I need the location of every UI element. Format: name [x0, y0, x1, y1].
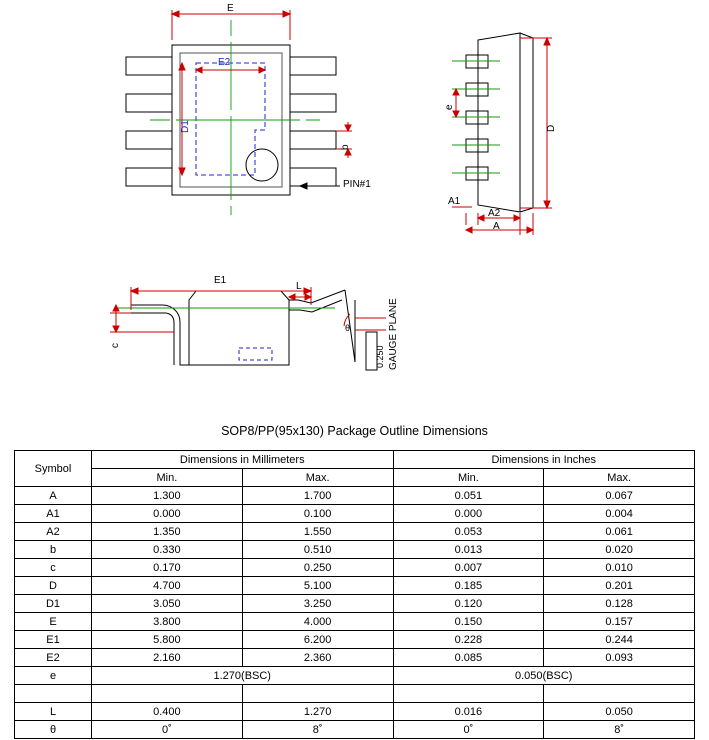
cell-mm-max: 5.100 — [242, 577, 393, 595]
label-e: e — [444, 104, 455, 110]
table-row — [15, 595, 695, 613]
cell-in-min: 0.228 — [393, 631, 544, 649]
cell-symbol: b — [15, 541, 92, 559]
dim-b — [336, 122, 352, 158]
cell-symbol: D1 — [15, 595, 92, 613]
header-mm-min: Min. — [92, 469, 243, 487]
cell-mm-min — [92, 685, 243, 703]
cell-mm-min: 1.300 — [92, 487, 243, 505]
dim-D — [520, 38, 552, 208]
cell-in-max: 0.244 — [544, 631, 695, 649]
cell-in-min: 0.013 — [393, 541, 544, 559]
front-view-hidden-edges — [239, 348, 272, 360]
cell-mm-max: 4.000 — [242, 613, 393, 631]
cell-mm-min: 1.350 — [92, 523, 243, 541]
cell-mm-max: 1.550 — [242, 523, 393, 541]
label-gauge-plane: GAUGE PLANE — [388, 298, 399, 370]
cell-in-min: 0.051 — [393, 487, 544, 505]
table-row — [15, 523, 695, 541]
label-pin1: PIN#1 — [343, 179, 371, 190]
dim-e — [453, 89, 459, 117]
pin1-marker — [246, 149, 278, 181]
dim-E1 — [131, 287, 311, 310]
label-E: E — [227, 3, 234, 14]
cell-symbol: E1 — [15, 631, 92, 649]
cell-in-max — [544, 685, 695, 703]
cell-mm-min: 0˚ — [92, 721, 243, 739]
table-row — [15, 505, 695, 523]
cell-mm-min: 0.170 — [92, 559, 243, 577]
cell-in-bsc: 0.050(BSC) — [393, 667, 695, 685]
cell-mm-max: 8˚ — [242, 721, 393, 739]
cell-symbol: A1 — [15, 505, 92, 523]
cell-in-max: 0.093 — [544, 649, 695, 667]
label-E1: E1 — [214, 275, 227, 286]
table-row — [15, 541, 695, 559]
table-row — [15, 703, 695, 721]
cell-mm-max: 2.360 — [242, 649, 393, 667]
header-mm-max: Max. — [242, 469, 393, 487]
cell-in-max: 0.157 — [544, 613, 695, 631]
table-row — [15, 577, 695, 595]
table-row — [15, 613, 695, 631]
cell-mm-max — [242, 685, 393, 703]
top-view-exposed-pad — [196, 63, 265, 175]
label-A: A — [493, 221, 500, 232]
label-gauge-tolerance: 0.250 — [375, 345, 385, 368]
cell-in-max: 8˚ — [544, 721, 695, 739]
cell-mm-min: 5.800 — [92, 631, 243, 649]
cell-symbol: c — [15, 559, 92, 577]
table-row — [15, 649, 695, 667]
cell-symbol: A2 — [15, 523, 92, 541]
dim-E2 — [196, 67, 265, 73]
cell-symbol: D — [15, 577, 92, 595]
cell-mm-max: 6.200 — [242, 631, 393, 649]
label-D1: D1 — [180, 120, 191, 133]
label-A1: A1 — [448, 196, 461, 207]
cell-symbol: A — [15, 487, 92, 505]
cell-in-max: 0.020 — [544, 541, 695, 559]
cell-in-min: 0.120 — [393, 595, 544, 613]
label-c: c — [110, 343, 121, 348]
label-L: L — [296, 281, 302, 292]
cell-in-min: 0.016 — [393, 703, 544, 721]
cell-symbol: θ — [15, 721, 92, 739]
side-view — [466, 33, 533, 212]
dimensions-table — [14, 450, 695, 739]
label-b: b — [340, 144, 351, 150]
cell-in-min: 0.053 — [393, 523, 544, 541]
dim-c — [110, 305, 174, 332]
cell-in-max: 0.010 — [544, 559, 695, 577]
table-row — [15, 487, 695, 505]
cell-mm-max: 3.250 — [242, 595, 393, 613]
cell-symbol: E2 — [15, 649, 92, 667]
cell-symbol: E — [15, 613, 92, 631]
header-symbol: Symbol — [15, 451, 92, 487]
label-A2: A2 — [488, 208, 501, 219]
cell-mm-max: 1.700 — [242, 487, 393, 505]
cell-mm-max: 1.270 — [242, 703, 393, 721]
header-in-min: Min. — [393, 469, 544, 487]
label-theta: θ — [345, 323, 351, 333]
table-header-row-groups — [15, 451, 695, 469]
cell-in-min: 0˚ — [393, 721, 544, 739]
cell-mm-min: 3.050 — [92, 595, 243, 613]
header-group-in: Dimensions in Inches — [393, 451, 695, 469]
cell-mm-min: 2.160 — [92, 649, 243, 667]
cell-symbol: e — [15, 667, 92, 685]
table-row — [15, 631, 695, 649]
cell-in-min: 0.000 — [393, 505, 544, 523]
cell-in-min: 0.150 — [393, 613, 544, 631]
label-D: D — [546, 124, 557, 132]
cell-mm-min: 0.400 — [92, 703, 243, 721]
cell-in-max: 0.004 — [544, 505, 695, 523]
label-E2: E2 — [218, 57, 231, 68]
cell-symbol: L — [15, 703, 92, 721]
front-view — [131, 290, 345, 365]
dim-L — [289, 294, 311, 300]
cell-mm-max: 0.250 — [242, 559, 393, 577]
cell-in-min: 0.185 — [393, 577, 544, 595]
cell-mm-bsc: 1.270(BSC) — [92, 667, 394, 685]
side-view-centerlines — [452, 61, 500, 173]
table-row-blank — [15, 685, 695, 703]
cell-in-max: 0.201 — [544, 577, 695, 595]
table-row-span — [15, 667, 695, 685]
cell-mm-min: 4.700 — [92, 577, 243, 595]
cell-in-min: 0.007 — [393, 559, 544, 577]
cell-in-max: 0.061 — [544, 523, 695, 541]
cell-symbol — [15, 685, 92, 703]
header-in-max: Max. — [544, 469, 695, 487]
cell-mm-min: 3.800 — [92, 613, 243, 631]
header-group-mm: Dimensions in Millimeters — [92, 451, 394, 469]
cell-mm-max: 0.100 — [242, 505, 393, 523]
cell-in-max: 0.050 — [544, 703, 695, 721]
cell-mm-min: 0.000 — [92, 505, 243, 523]
table-header-row-subs — [15, 469, 695, 487]
cell-mm-min: 0.330 — [92, 541, 243, 559]
cell-in-min — [393, 685, 544, 703]
pin1-leader — [300, 183, 340, 189]
table-row — [15, 721, 695, 739]
cell-in-max: 0.067 — [544, 487, 695, 505]
cell-in-max: 0.128 — [544, 595, 695, 613]
cell-in-min: 0.085 — [393, 649, 544, 667]
page-title: SOP8/PP(95x130) Package Outline Dimensions — [221, 424, 488, 438]
table-row — [15, 559, 695, 577]
cell-mm-max: 0.510 — [242, 541, 393, 559]
